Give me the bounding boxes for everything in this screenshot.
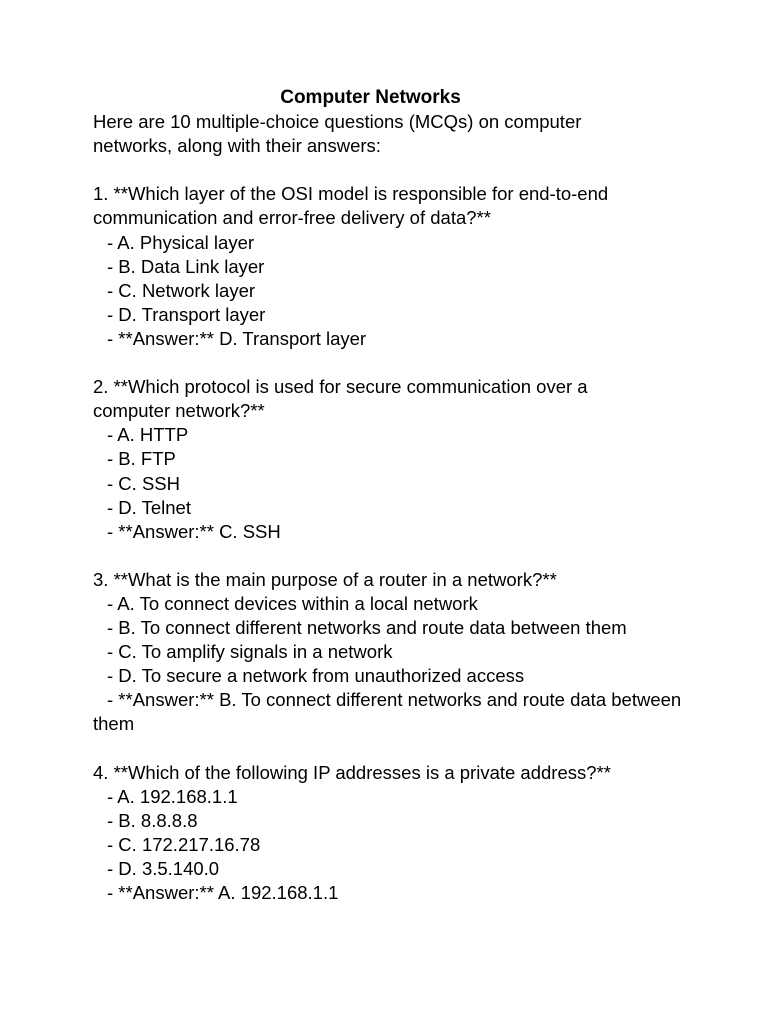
option-b: - B. To connect different networks and route data between them	[107, 617, 627, 639]
question-4	[93, 761, 693, 906]
answer-line: - **Answer:** C. SSH	[107, 520, 281, 542]
answer-line	[93, 688, 693, 736]
answer-line: - **Answer:** D. Transport layer	[107, 327, 367, 349]
option-b: - B. 8.8.8.8	[107, 809, 198, 831]
option-c: - C. To amplify signals in a network	[107, 641, 393, 663]
answer-line: - **Answer:** A. 192.168.1.1	[107, 882, 339, 904]
question-1	[93, 182, 693, 351]
question-text: 3. **What is the main purpose of a router in a network?**	[93, 568, 557, 590]
document-page	[93, 86, 693, 905]
question-text: 2. **Which protocol is used for secure communication over a computer network?**	[93, 376, 588, 422]
option-d: - D. Transport layer	[107, 303, 266, 325]
option-d: - D. 3.5.140.0	[107, 858, 220, 879]
option-b: - B. Data Link layer	[107, 255, 265, 277]
option-d: - D. To secure a network from unauthorized access	[107, 665, 525, 687]
option-a: - A. 192.168.1.1	[107, 785, 238, 807]
intro-paragraph: Here are 10 multiple-choice questions (MCQs) on computer networks, along with their answers:	[93, 111, 582, 157]
answer-text: - **Answer:** B. To connect different networks and route data between them	[93, 689, 682, 735]
option-c: - C. 172.217.16.78	[107, 833, 261, 855]
option-c: - C. SSH	[107, 472, 180, 494]
question-text: 4. **Which of the following IP addresses is a private address?**	[93, 761, 611, 783]
option-a: - A. To connect devices within a local network	[107, 592, 478, 614]
question-text: 1. **Which layer of the OSI model is responsible for end-to-end communication and error-free delivery of data?**	[93, 183, 609, 229]
option-d: - D. Telnet	[107, 496, 191, 518]
document-title: Computer Networks	[280, 87, 461, 108]
option-a: - A. Physical layer	[107, 231, 255, 253]
question-2	[93, 375, 693, 544]
question-3	[93, 568, 693, 737]
option-c: - C. Network layer	[107, 279, 256, 301]
option-b: - B. FTP	[107, 448, 176, 470]
option-a: - A. HTTP	[107, 424, 189, 446]
